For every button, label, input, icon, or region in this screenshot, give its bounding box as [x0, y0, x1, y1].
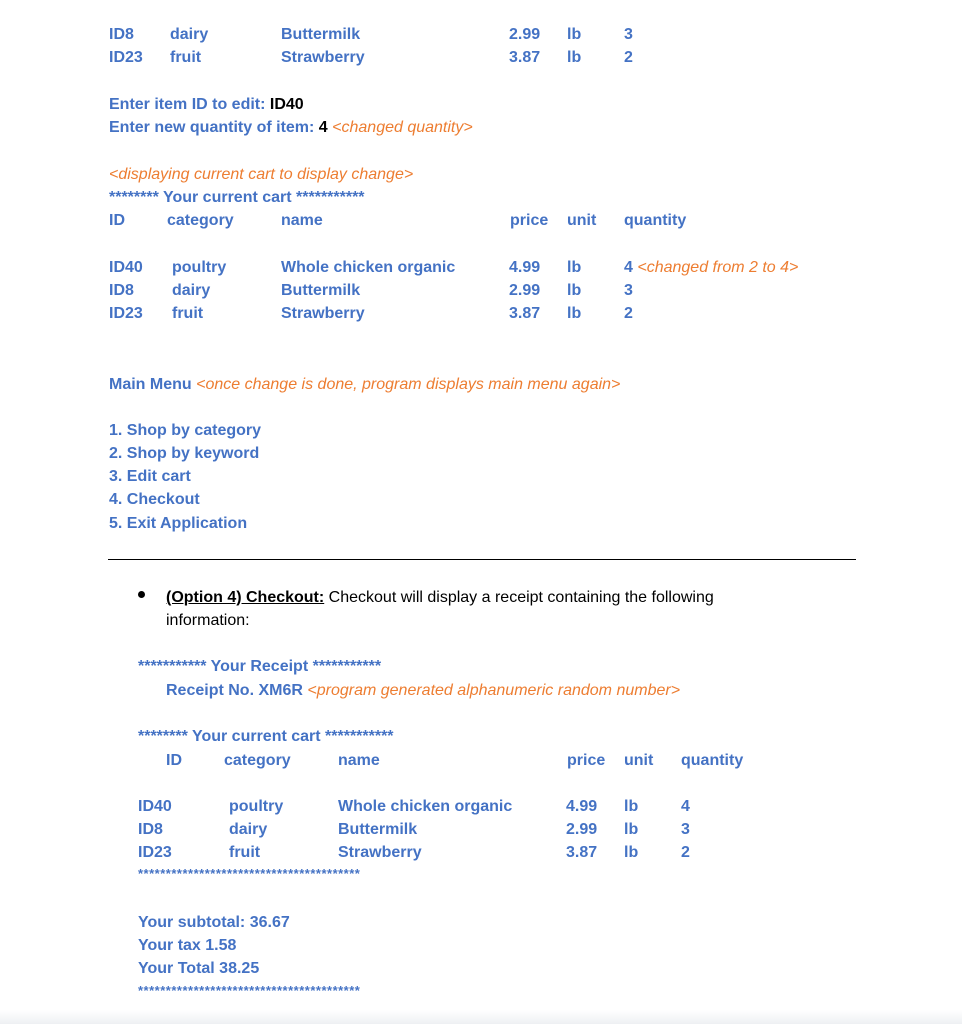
cart2-header-id: ID: [166, 752, 182, 769]
main-menu-title: Main Menu: [109, 376, 192, 393]
cart1-header-category: category: [167, 212, 234, 229]
cart2-row-price: 4.99: [566, 798, 598, 815]
top-row-id: ID23: [109, 49, 143, 66]
edit-id-line: [109, 95, 304, 115]
top-row-category: dairy: [170, 26, 209, 43]
checkout-description-text: Checkout will display a receipt containing the following: [324, 589, 714, 606]
display-change-note: <displaying current cart to display change>: [109, 166, 414, 183]
page-bottom-fade: [0, 1010, 962, 1024]
cart1-row-unit: lb: [567, 305, 582, 322]
cart1-row-unit: lb: [567, 282, 582, 299]
checkout-option-label: (Option 4) Checkout:: [166, 589, 325, 606]
edit-qty-note: <changed quantity>: [332, 119, 473, 136]
cart1-header-name: name: [281, 212, 323, 229]
top-row-quantity: 2: [624, 49, 633, 66]
cart2-row-id: ID8: [138, 821, 163, 838]
cart1-row-price: 4.99: [509, 259, 541, 276]
top-row-name: Buttermilk: [281, 26, 361, 43]
cart1-row-id: ID8: [109, 282, 134, 299]
cart2-title: ******** Your current cart ***********: [138, 728, 394, 745]
subtotal-line: Your subtotal: 36.67: [138, 914, 290, 931]
total-line: Your Total 38.25: [138, 960, 260, 977]
cart1-row-category: dairy: [172, 282, 211, 299]
cart1-row-quantity: 3: [624, 282, 633, 299]
cart2-row-quantity: 2: [681, 844, 690, 861]
main-menu-note: <once change is done, program displays main menu again>: [196, 376, 621, 393]
menu-item-edit-cart: 3. Edit cart: [109, 468, 191, 485]
cart2-header-price: price: [567, 752, 606, 769]
cart2-row-name: Strawberry: [338, 844, 422, 861]
top-row-category: fruit: [170, 49, 202, 66]
cart1-row-category: poultry: [172, 259, 227, 276]
cart1-header-quantity: quantity: [624, 212, 687, 229]
menu-item-checkout: 4. Checkout: [109, 491, 200, 508]
section-divider: [108, 559, 856, 560]
edit-qty-prompt: Enter new quantity of item:: [109, 119, 315, 136]
cart1-row-id: ID23: [109, 305, 143, 322]
cart1-row-quantity: 2: [624, 305, 633, 322]
top-row-quantity: 3: [624, 26, 633, 43]
cart1-row-quantity-note: <changed from 2 to 4>: [637, 259, 799, 276]
checkout-description-line2: information:: [166, 612, 250, 629]
cart1-row-price: 2.99: [509, 282, 541, 299]
edit-id-prompt: Enter item ID to edit:: [109, 96, 266, 113]
cart1-row-category: fruit: [172, 305, 204, 322]
cart2-row-unit: lb: [624, 821, 639, 838]
main-menu-heading: [109, 375, 620, 395]
top-row-price: 3.87: [509, 49, 541, 66]
cart2-row-category: dairy: [229, 821, 268, 838]
cart1-row-quantity: 4: [624, 259, 633, 276]
cart1-header-id: ID: [109, 212, 125, 229]
receipt-number-line: [166, 681, 680, 701]
receipt-number: Receipt No. XM6R: [166, 682, 303, 699]
cart2-row-id: ID23: [138, 844, 172, 861]
cart1-header-unit: unit: [567, 212, 597, 229]
edit-qty-line: [109, 118, 473, 138]
menu-item-shop-by-keyword: 2. Shop by keyword: [109, 445, 260, 462]
cart2-header-unit: unit: [624, 752, 654, 769]
top-row-name: Strawberry: [281, 49, 365, 66]
cart2-stars-divider: ****************************************: [138, 866, 361, 881]
receipt-number-note: <program generated alphanumeric random number>: [307, 682, 681, 699]
top-row-unit: lb: [567, 26, 582, 43]
menu-item-shop-by-category: 1. Shop by category: [109, 422, 262, 439]
cart1-row-name: Strawberry: [281, 305, 365, 322]
receipt-title: *********** Your Receipt ***********: [138, 658, 382, 675]
cart2-row-quantity: 3: [681, 821, 690, 838]
cart1-row-name: Whole chicken organic: [281, 259, 456, 276]
cart2-row-name: Buttermilk: [338, 821, 418, 838]
cart2-row-unit: lb: [624, 798, 639, 815]
menu-item-exit-application: 5. Exit Application: [109, 515, 248, 532]
top-row-unit: lb: [567, 49, 582, 66]
cart2-header-quantity: quantity: [681, 752, 744, 769]
totals-stars-divider: ****************************************: [138, 983, 361, 998]
cart1-row-unit: lb: [567, 259, 582, 276]
cart2-row-price: 3.87: [566, 844, 598, 861]
checkout-description-line1: [166, 588, 714, 608]
bullet-icon: [138, 591, 145, 598]
cart2-row-quantity: 4: [681, 798, 690, 815]
cart2-row-unit: lb: [624, 844, 639, 861]
cart2-row-price: 2.99: [566, 821, 598, 838]
edit-qty-value: 4: [318, 119, 328, 136]
cart1-row-price: 3.87: [509, 305, 541, 322]
cart2-header-name: name: [338, 752, 380, 769]
tax-line: Your tax 1.58: [138, 937, 237, 954]
cart2-row-category: fruit: [229, 844, 261, 861]
cart1-title: ******** Your current cart ***********: [109, 189, 365, 206]
cart1-row-name: Buttermilk: [281, 282, 361, 299]
cart2-row-name: Whole chicken organic: [338, 798, 513, 815]
edit-id-value: ID40: [269, 96, 304, 113]
cart2-header-category: category: [224, 752, 291, 769]
top-row-id: ID8: [109, 26, 134, 43]
top-row-price: 2.99: [509, 26, 541, 43]
cart1-row-quantity-cell: [624, 258, 798, 278]
cart1-header-price: price: [510, 212, 549, 229]
cart2-row-id: ID40: [138, 798, 172, 815]
cart2-row-category: poultry: [229, 798, 284, 815]
cart1-row-id: ID40: [109, 259, 143, 276]
